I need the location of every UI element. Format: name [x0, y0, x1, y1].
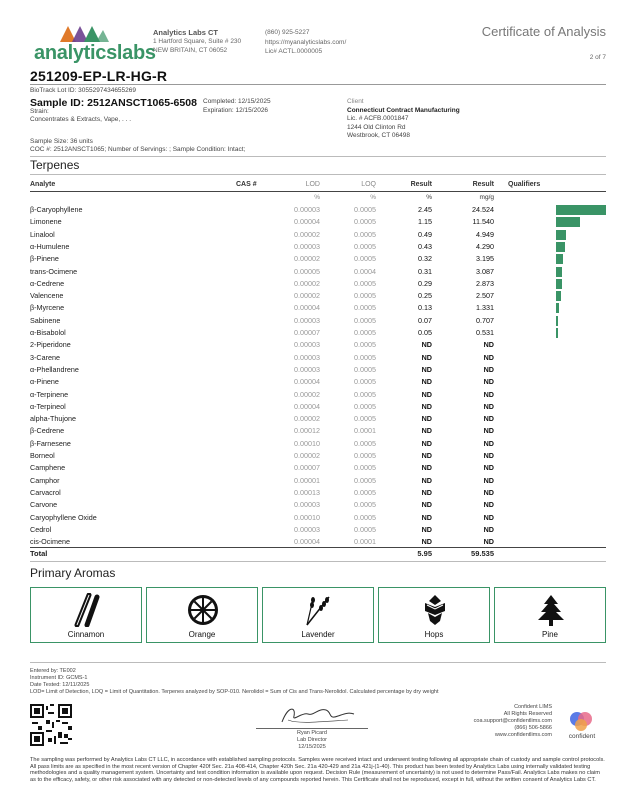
- lod-value: 0.00010: [294, 512, 320, 522]
- result-pct: 2.45: [418, 205, 432, 214]
- result-mg: ND: [483, 364, 494, 374]
- unit-result-mg: mg/g: [479, 194, 494, 201]
- unit-result-pct: %: [426, 194, 432, 201]
- lab-license: Lic# ACTL.0000005: [265, 48, 323, 55]
- table-row: [30, 241, 606, 253]
- footer-divider: [30, 662, 606, 663]
- lims-rights: All Rights Reserved: [503, 711, 552, 717]
- table-row: [30, 376, 606, 388]
- signer-name: Ryan Picard: [297, 730, 327, 736]
- lod-value: 0.00013: [294, 487, 320, 497]
- lod-value: 0.00004: [294, 217, 320, 227]
- result-pct: 0.32: [418, 254, 432, 264]
- table-row: [30, 499, 606, 511]
- document-title: Certificate of Analysis: [481, 24, 606, 39]
- analyte-name: Camphor: [30, 475, 60, 485]
- loq-value: 0.0005: [354, 475, 376, 485]
- result-mg: ND: [483, 352, 494, 362]
- table-row: [30, 389, 606, 401]
- qualifier-bar: [556, 279, 562, 289]
- lod-value: 0.00002: [294, 254, 320, 264]
- completed-date: Completed: 12/15/2025: [203, 98, 271, 105]
- pine-icon: [531, 593, 571, 627]
- lims-name: Confident LIMS: [514, 704, 552, 710]
- lab-website[interactable]: https://myanalyticslabs.com/: [265, 38, 347, 46]
- lod-value: 0.00007: [294, 328, 320, 337]
- lod-value: 0.00010: [294, 438, 320, 448]
- table-row: [30, 413, 606, 425]
- analyte-name: Carvone: [30, 500, 58, 510]
- result-pct: ND: [421, 537, 432, 547]
- aromas-title: Primary Aromas: [30, 566, 116, 580]
- result-pct: ND: [421, 463, 432, 473]
- col-analyte: Analyte: [30, 181, 56, 188]
- table-row: [30, 364, 606, 376]
- result-pct: 0.29: [418, 278, 432, 288]
- result-mg: 3.195: [476, 254, 494, 264]
- analyte-name: β-Pinene: [30, 254, 59, 264]
- aroma-label-lavender: Lavender: [301, 630, 335, 639]
- sample-dates: [203, 98, 271, 115]
- loq-value: 0.0005: [354, 254, 376, 264]
- aroma-label-orange: Orange: [188, 630, 216, 639]
- lod-value: 0.00002: [294, 414, 320, 424]
- analyte-name: Linalool: [30, 229, 55, 239]
- aroma-label-cinnamon: Cinnamon: [67, 630, 105, 639]
- terpenes-title-divider: [30, 174, 606, 175]
- aroma-label-pine: Pine: [541, 630, 558, 639]
- loq-value: 0.0005: [354, 463, 376, 473]
- col-result-pct: Result: [410, 181, 432, 188]
- hops-icon: [415, 593, 455, 627]
- loq-value: 0.0004: [354, 266, 376, 276]
- loq-value: 0.0005: [354, 512, 376, 522]
- result-pct: ND: [421, 451, 432, 460]
- analyte-name: α-Cedrene: [30, 278, 65, 288]
- client-license: Lic. # ACFB.0001847: [347, 115, 409, 122]
- table-row: [30, 216, 606, 228]
- result-pct: ND: [421, 500, 432, 510]
- lod-value: 0.00003: [294, 524, 320, 534]
- result-pct: ND: [421, 426, 432, 436]
- qualifier-bar: [556, 316, 558, 326]
- result-mg: ND: [483, 451, 494, 460]
- analyte-name: Camphene: [30, 463, 66, 473]
- total-mg: 59.535: [471, 549, 494, 558]
- result-mg: ND: [483, 340, 494, 350]
- analyte-name: Valencene: [30, 291, 64, 301]
- result-mg: ND: [483, 512, 494, 522]
- result-mg: ND: [483, 475, 494, 485]
- instrument-id: Instrument ID: GCMS-1: [30, 675, 88, 681]
- biotrack-lot-id: BioTrack Lot ID: 3055297434655269: [30, 87, 137, 94]
- loq-value: 0.0005: [354, 414, 376, 424]
- result-mg: ND: [483, 500, 494, 510]
- lod-value: 0.00003: [294, 500, 320, 510]
- qualifier-bar: [556, 328, 558, 338]
- lims-web[interactable]: www.confidentlims.com: [494, 732, 552, 738]
- result-pct: 0.49: [418, 229, 432, 239]
- table-header-divider: [30, 191, 606, 192]
- lod-value: 0.00007: [294, 463, 320, 473]
- lab-phone: (860) 925-5227: [265, 29, 310, 36]
- loq-value: 0.0005: [354, 229, 376, 239]
- total-divider: [30, 547, 606, 548]
- lavender-icon: [299, 593, 339, 627]
- strain: Strain:: [30, 108, 49, 115]
- header-divider: [30, 84, 606, 85]
- lod-value: 0.00003: [294, 340, 320, 350]
- lod-value: 0.00001: [294, 475, 320, 485]
- analyte-name: 2-Piperidone: [30, 340, 71, 350]
- lab-address-2: NEW BRITAIN, CT 06052: [153, 47, 228, 54]
- legend-note: LOD= Limit of Detection, LOQ = Limit of Quantitation. Terpenes analyzed by SOP-010. Nerolidol = Sum of Cis and Trans-Nerolidol. Calculated percentage by dry weight: [30, 689, 439, 695]
- unit-lod: %: [314, 194, 320, 201]
- result-mg: 0.531: [476, 328, 494, 337]
- sample-id: Sample ID: 2512ANSCT1065-6508: [30, 97, 197, 109]
- table-row: [30, 512, 606, 524]
- signature: [278, 702, 358, 728]
- table-row: [30, 229, 606, 241]
- result-mg: ND: [483, 537, 494, 547]
- qualifier-bar: [556, 267, 562, 277]
- client-block: [347, 98, 460, 141]
- qualifier-bar: [556, 242, 565, 252]
- lab-name: [153, 28, 241, 55]
- result-mg: 24.524: [472, 205, 494, 214]
- confident-logo-icon: [566, 710, 596, 732]
- result-pct: ND: [421, 377, 432, 387]
- qualifier-bar: [556, 205, 606, 215]
- result-mg: 2.873: [476, 278, 494, 288]
- result-mg: ND: [483, 377, 494, 387]
- signature-line: [256, 728, 368, 729]
- test-metadata: [30, 668, 438, 696]
- qualifier-bar: [556, 291, 561, 301]
- col-result-mg: Result: [472, 181, 494, 188]
- analyte-name: β-Farnesene: [30, 438, 71, 448]
- qualifier-bar: [556, 254, 563, 264]
- lod-value: 0.00003: [294, 352, 320, 362]
- loq-value: 0.0001: [354, 426, 376, 436]
- result-mg: 4.290: [476, 241, 494, 251]
- result-pct: 0.43: [418, 241, 432, 251]
- analyte-name: β-Cedrene: [30, 426, 65, 436]
- table-row: [30, 339, 606, 351]
- loq-value: 0.0005: [354, 315, 376, 325]
- analytics-labs-logo-mark: [58, 22, 110, 44]
- result-mg: ND: [483, 389, 494, 399]
- result-mg: ND: [483, 426, 494, 436]
- analyte-name: alpha-Thujone: [30, 414, 76, 424]
- aroma-card-hops: [378, 587, 490, 643]
- loq-value: 0.0005: [354, 217, 376, 227]
- analyte-name: α-Humulene: [30, 241, 70, 251]
- col-qualifiers: Qualifiers: [508, 181, 541, 188]
- table-row: [30, 524, 606, 536]
- loq-value: 0.0001: [354, 537, 376, 547]
- signer-date: 12/15/2025: [298, 744, 326, 750]
- lod-value: 0.00003: [294, 315, 320, 325]
- result-mg: ND: [483, 438, 494, 448]
- aroma-card-orange: [146, 587, 258, 643]
- result-mg: ND: [483, 401, 494, 411]
- loq-value: 0.0005: [354, 524, 376, 534]
- analyte-name: trans-Ocimene: [30, 266, 78, 276]
- analyte-name: β-Myrcene: [30, 303, 65, 313]
- lod-value: 0.00002: [294, 229, 320, 239]
- signer-title: Lab Director: [297, 737, 327, 743]
- analyte-name: α-Terpineol: [30, 401, 66, 411]
- logo-wordmark: analyticslabs: [34, 42, 156, 64]
- client-address-2: Westbrook, CT 06498: [347, 132, 410, 139]
- col-cas: CAS #: [236, 181, 257, 188]
- result-pct: ND: [421, 340, 432, 350]
- result-mg: ND: [483, 414, 494, 424]
- analyte-name: Caryophyllene Oxide: [30, 512, 97, 522]
- coc-info: COC #: 2512ANSCT1065; Number of Servings: ; Sample Condition: Intact;: [30, 146, 246, 153]
- result-pct: ND: [421, 524, 432, 534]
- matrix: Concentrates & Extracts, Vape, . . .: [30, 116, 132, 123]
- analyte-name: cis-Ocimene: [30, 537, 70, 547]
- lab-address-1: 1 Hartford Square, Suite # 230: [153, 38, 242, 45]
- loq-value: 0.0005: [354, 278, 376, 288]
- table-row: [30, 302, 606, 314]
- aroma-card-cinnamon: [30, 587, 142, 643]
- lims-block: [440, 704, 552, 739]
- aroma-card-pine: [494, 587, 606, 643]
- result-mg: ND: [483, 487, 494, 497]
- analyte-name: β-Caryophyllene: [30, 205, 83, 214]
- analyte-name: α-Pinene: [30, 377, 59, 387]
- signer-block: [256, 730, 368, 751]
- result-mg: 11.540: [472, 217, 494, 227]
- aromas-divider: [30, 561, 606, 562]
- total-label: Total: [30, 549, 48, 558]
- analyte-name: α-Terpinene: [30, 389, 69, 399]
- result-pct: ND: [421, 487, 432, 497]
- analyte-name: Sabinene: [30, 315, 61, 325]
- result-pct: ND: [421, 364, 432, 374]
- table-row: [30, 327, 606, 339]
- lab-name-text: Analytics Labs CT: [153, 28, 219, 37]
- lod-value: 0.00004: [294, 377, 320, 387]
- sample-code: 251209-EP-LR-HG-R: [30, 68, 168, 84]
- section-divider: [30, 156, 606, 157]
- loq-value: 0.0005: [354, 328, 376, 337]
- table-row: [30, 266, 606, 278]
- terpenes-title: Terpenes: [30, 158, 80, 172]
- result-mg: 3.087: [476, 266, 494, 276]
- qr-code: [30, 704, 72, 746]
- table-row: [30, 450, 606, 462]
- analyte-name: α-Phellandrene: [30, 364, 79, 374]
- result-pct: ND: [421, 438, 432, 448]
- loq-value: 0.0005: [354, 438, 376, 448]
- qualifier-bar: [556, 217, 580, 227]
- result-pct: 0.13: [418, 303, 432, 313]
- result-mg: ND: [483, 524, 494, 534]
- client-label: Client: [347, 98, 364, 105]
- analyte-name: Carvacrol: [30, 487, 61, 497]
- result-pct: ND: [421, 475, 432, 485]
- table-row: [30, 475, 606, 487]
- total-pct: 5.95: [417, 549, 432, 558]
- result-mg: ND: [483, 463, 494, 473]
- result-mg: 4.949: [476, 229, 494, 239]
- loq-value: 0.0005: [354, 340, 376, 350]
- aroma-label-hops: Hops: [424, 630, 444, 639]
- lod-value: 0.00004: [294, 303, 320, 313]
- analyte-name: Borneol: [30, 451, 55, 460]
- result-pct: ND: [421, 352, 432, 362]
- table-row: [30, 438, 606, 450]
- result-pct: ND: [421, 414, 432, 424]
- result-pct: 0.25: [418, 291, 432, 301]
- disclaimer: The sampling was performed by Analytics Labs CT LLC, in accordance with established sampling protocols. Samples were received intact and underwent testing following all appropriate chain of custody and sample control protocols. All pass limits are as specified in the most recent version of Chapter 420f Sec. 21a 408-414, Chapter 420h Sec. 21a 420-429 and 21a 421j-(1-40). This product has been tested by Analytics Labs using internally validated testing methodologies and a quality management system. Uncertainty and test condition information is available upon request. Decision Rule (measurement of uncertainty) is not used to determine Pass/Fail. Analytics Labs makes no claim as to the efficacy, safety, or other risk associated with any detected or non-detected levels of any compounds reported herein. This Certificate shall not be reproduced, except in full, without the written consent of Analytics Labs CT.: [30, 757, 605, 783]
- result-mg: 1.331: [476, 303, 494, 313]
- lims-email[interactable]: coa.support@confidentlims.com: [473, 718, 552, 724]
- lod-value: 0.00004: [294, 537, 320, 547]
- lod-value: 0.00012: [294, 426, 320, 436]
- loq-value: 0.0005: [354, 352, 376, 362]
- loq-value: 0.0005: [354, 241, 376, 251]
- table-row: [30, 425, 606, 437]
- loq-value: 0.0005: [354, 401, 376, 411]
- lod-value: 0.00002: [294, 451, 320, 460]
- result-pct: 0.31: [418, 266, 432, 276]
- analyte-name: Limonene: [30, 217, 62, 227]
- client-name: Connecticut Contract Manufacturing: [347, 106, 460, 114]
- lab-contact: [265, 28, 346, 57]
- analyte-name: α-Bisabolol: [30, 328, 66, 337]
- table-row: [30, 204, 606, 216]
- lod-value: 0.00002: [294, 278, 320, 288]
- result-pct: ND: [421, 389, 432, 399]
- lod-value: 0.00005: [294, 266, 320, 276]
- loq-value: 0.0005: [354, 303, 376, 313]
- sample-size: Sample Size: 36 units: [30, 138, 93, 145]
- lod-value: 0.00003: [294, 241, 320, 251]
- table-row: [30, 253, 606, 265]
- entered-by: Entered by: TE002: [30, 668, 76, 674]
- confident-logo-text: confident: [568, 733, 596, 740]
- result-mg: 2.507: [476, 291, 494, 301]
- table-row: [30, 315, 606, 327]
- loq-value: 0.0005: [354, 487, 376, 497]
- lod-value: 0.00002: [294, 389, 320, 399]
- analyte-name: 3-Carene: [30, 352, 60, 362]
- table-row: [30, 290, 606, 302]
- expiration-date: Expiration: 12/15/2026: [203, 106, 269, 114]
- loq-value: 0.0005: [354, 291, 376, 301]
- lod-value: 0.00003: [294, 364, 320, 374]
- table-row: [30, 487, 606, 499]
- col-lod: LOD: [305, 181, 320, 188]
- lims-phone: (866) 506-5866: [514, 725, 552, 731]
- result-mg: 0.707: [476, 315, 494, 325]
- result-pct: ND: [421, 401, 432, 411]
- table-row: [30, 401, 606, 413]
- loq-value: 0.0005: [354, 205, 376, 214]
- qualifier-bar: [556, 303, 559, 313]
- result-pct: 0.05: [418, 328, 432, 337]
- table-row: [30, 278, 606, 290]
- lod-value: 0.00003: [294, 205, 320, 214]
- table-row: [30, 352, 606, 364]
- analyte-name: Cedrol: [30, 524, 52, 534]
- loq-value: 0.0005: [354, 500, 376, 510]
- loq-value: 0.0005: [354, 364, 376, 374]
- orange-icon: [183, 593, 223, 627]
- col-loq: LOQ: [361, 181, 376, 188]
- loq-value: 0.0005: [354, 451, 376, 460]
- result-pct: ND: [421, 512, 432, 522]
- lod-value: 0.00004: [294, 401, 320, 411]
- qualifier-bar: [556, 230, 566, 240]
- client-address-1: 1244 Old Clinton Rd: [347, 123, 406, 131]
- result-pct: 1.15: [418, 217, 432, 227]
- loq-value: 0.0005: [354, 389, 376, 399]
- aroma-card-lavender: [262, 587, 374, 643]
- date-tested: Date Tested: 12/11/2025: [30, 682, 90, 688]
- loq-value: 0.0005: [354, 377, 376, 387]
- result-pct: 0.07: [418, 315, 432, 325]
- unit-loq: %: [370, 194, 376, 201]
- lod-value: 0.00002: [294, 291, 320, 301]
- table-row: [30, 462, 606, 474]
- cinnamon-icon: [67, 593, 107, 627]
- page-number: 2 of 7: [589, 54, 606, 61]
